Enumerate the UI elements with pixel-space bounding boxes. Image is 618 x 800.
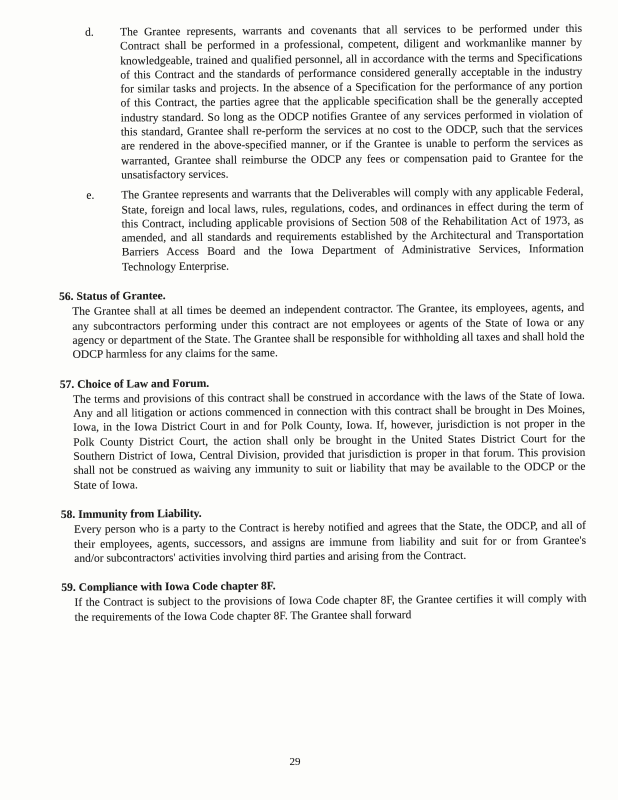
item-letter: d. — [85, 26, 94, 39]
section-title: Choice of Law and Forum. — [77, 377, 210, 391]
section-number: 57. — [59, 378, 75, 391]
section-title: Immunity from Liability. — [78, 507, 202, 521]
section-58 — [61, 504, 586, 566]
page-number: 29 — [289, 756, 301, 768]
section-body: If the Contract is subject to the provisions of Iowa Code chapter 8F, the Grantee certifies it will comply with the requirements of the Iowa Code chapter 8F. The Grantee shall forward — [74, 593, 587, 624]
section-56 — [59, 286, 585, 363]
section-title: Status of Grantee. — [76, 290, 166, 303]
section-number: 59. — [61, 581, 76, 595]
section-59 — [61, 577, 586, 625]
section-number: 58. — [60, 508, 76, 521]
item-letter: e. — [86, 189, 95, 203]
section-body: The Grantee shall at all times be deemed an independent contractor. The Grantee, its employees, agents, and any subcontractors performing under this contract are not employees or agents of the State of Iowa or any agency or department of the State. The Grantee shall be responsible for withholding all taxes and shall hold the ODCP harmless for any claims for the same. — [72, 302, 585, 362]
section-body: Every person who is a party to the Contract is hereby notified and agrees that the State, the ODCP, and all of their employees, agents, successors, and assigns are immune from liability and suit for or from Grantee's and/or subcontractors' activities involving third parties and arising from the Contract. — [73, 520, 587, 565]
item-text: The Grantee represents, warrants and covenants that all services to be performed under this Contract shall be performed in a professional, competent, diligent and workmanlike manner by knowledgeable, trained and qualified personnel, all in accordance with the terms and Specifications of this Contract and the standards of performance considered generally acceptable in the industry for similar tasks and projects. In the absence of a Specification for the performance of any portion of this Contract, the parties agree that the applicable specification shall be the generally accepted industry standard. So long as the ODCP notifies Grantee of any services performed in violation of this standard, Grantee shall re-perform the services at no cost to the ODCP, such that the services are rendered in the above-specified manner, or if the Grantee is unable to perform the services as warranted, Grantee shall reimburse the ODCP any fees or compensation paid to Grantee for the unsatisfactory services. — [120, 22, 584, 182]
document-content — [57, 22, 587, 625]
item-text: The Grantee represents and warrants that the Deliverables will comply with any applicable Federal, State, foreign and local laws, rules, regulations, codes, and ordinances in effect during the term of this Contract, including applicable provisions of Section 508 of the Rehabilitation Act of 1973, as amended, and all standards and requirements established by the Architectural and Transportation Barriers Access Board and the Iowa Department of Administrative Services, Information Technology Enterprise. — [121, 186, 584, 274]
section-number: 56. — [59, 290, 74, 304]
section-body: The terms and provisions of this contract shall be construed in accordance with the laws of the State of Iowa. Any and all litigation or actions commenced in connection with this contract shall be brought in Des Moines, Iowa, in the Iowa District Court in and for Polk County, Iowa. If, however, jurisdiction is not proper in the Polk County District Court, the action shall only be brought in the United States District Court for the Southern District of Iowa, Central Division, provided that jurisdiction is proper in that forum. This provision shall not be construed as waiving any immunity to suit or liability that may be available to the ODCP or the State of Iowa. — [72, 389, 586, 492]
section-title: Compliance with Iowa Code chapter 8F. — [78, 580, 276, 594]
section-57 — [60, 373, 586, 492]
list-item-d — [57, 22, 583, 183]
list-item-e — [58, 185, 584, 275]
